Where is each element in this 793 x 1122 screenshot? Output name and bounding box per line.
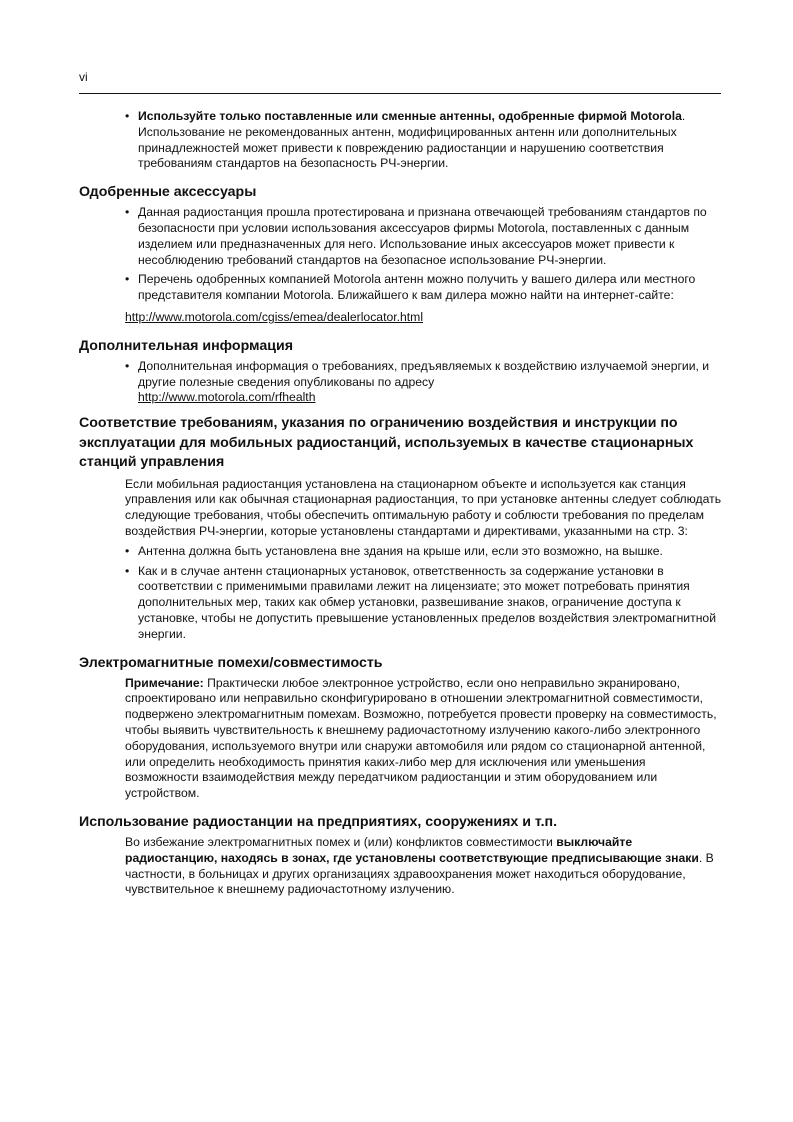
compliance-heading: Соответствие требованиям, указания по ограничению воздействия и инструкции по эксплуатации для мобильных радиостанций, используемых в качестве стационарных станций управления (79, 415, 694, 471)
emi-heading: Электромагнитные помехи/совместимость (79, 654, 383, 671)
antenna-bullet (79, 109, 722, 172)
approved-accessories-bullet-2: • Перечень одобренных компанией Motorola антенн можно получить у вашего дилера или местного представителя компании Motorola. Ближайшего к вам дилера можно найти на интернет-сайте: (79, 272, 722, 304)
approved-accessories-bullet-1: • Данная радиостанция прошла протестирована и признана отвечающей требованиям стандартов по безопасности при условии использования аксессуаров фирмы Motorola, поставленных с данным изделием или предназначенных для него. Использование иных аксессуаров может привести к несоблюдению требований стандартов на безопасное использование РЧ-энергии. (79, 205, 722, 268)
approved-accessories-list (79, 205, 722, 304)
facilities-bold: выключайте радиостанцию, находясь в зонах, где установлены соответствующие предписывающие знаки (125, 835, 699, 865)
compliance-paragraph: Если мобильная радиостанция установлена на стационарном объекте и используется как станция управления или как обычная стационарная радиостанция, то при установке антенны следует соблюдать следующие требования, чтобы обеспечить оптимальную работу и соблюсти требования по пределам воздействия РЧ-энергии, которые установлены стандартами и директивами, указанными на стр. 3: (125, 476, 722, 539)
emi-note-text: Практически любое электронное устройство, если оно неправильно экранировано, спроектировано или неправильно сконфигурировано в отношении электромагнитной совместимости, подвержено электромагнитным помехам. Возможно, потребуется провести проверку на совместимость, чтобы выявить чувствительность к внешнему радиочастотному излучению какого-либо электронного оборудования, используемого внутри или снаружи автомобиля или рядом со стационарной антенной, или определить необходимость принятия каких-либо мер для исключения или уменьшения возможности взаимодействия между передатчиком радиостанции и этим оборудованием или устройством. (125, 675, 717, 801)
dealer-locator-link[interactable]: http://www.motorola.com/cgiss/emea/dealerlocator.html (125, 309, 424, 324)
header-rule (79, 93, 721, 94)
rfhealth-link[interactable]: http://www.motorola.com/rfhealth (138, 390, 316, 405)
emi-note-label: Примечание: (125, 675, 204, 690)
compliance-bullet-2: • Как и в случае антенн стационарных установок, ответственность за содержание установки в соответствии с применимыми правилами лежит на лицензиате; это может потребовать принятия дополнительных мер, таких как обмер установки, развешивание знаков, ограничение доступа к установке, чтобы не допустить превышение установленных пределов воздействия электромагнитной энергии. (79, 564, 722, 643)
facilities-text-2: . В частности, в больницах и других организациях здравоохранения может находиться оборудование, чувствительное к внешнему радиочастотному излучению. (125, 850, 714, 897)
antenna-list (79, 109, 722, 172)
antenna-bullet-text: . Использование не рекомендованных антенн, модифицированных антенн или дополнительных принадлежностей может привести к повреждению радиостанции и нарушению соответствия требованиям стандартов на безопасность РЧ-энергии. (138, 109, 686, 171)
additional-info-bullet (79, 359, 722, 406)
antenna-bullet-bold: Используйте только поставленные или сменные антенны, одобренные фирмой Motorola (138, 109, 682, 123)
approved-accessories-heading: Одобренные аксессуары (79, 184, 257, 201)
page-content (79, 109, 722, 902)
facilities-paragraph (79, 835, 722, 898)
dealer-locator-line (79, 310, 722, 326)
additional-info-text: Дополнительная информация о требованиях, предъявляемых к воздействию излучаемой энергии, и другие полезные сведения опубликованы по адресу (138, 358, 710, 389)
page-number: vi (79, 70, 88, 84)
facilities-heading: Использование радиостанции на предприятиях, сооружениях и т.п. (79, 814, 558, 830)
compliance-bullet-1: • Антенна должна быть установлена вне здания на крыше или, если это возможно, на вышке. (79, 544, 722, 560)
additional-info-heading: Дополнительная информация (79, 337, 293, 354)
additional-info-list (79, 359, 722, 406)
emi-note (79, 676, 722, 802)
facilities-text-1: Во избежание электромагнитных помех и (или) конфликтов совместимости (125, 835, 557, 849)
compliance-list (79, 544, 722, 643)
